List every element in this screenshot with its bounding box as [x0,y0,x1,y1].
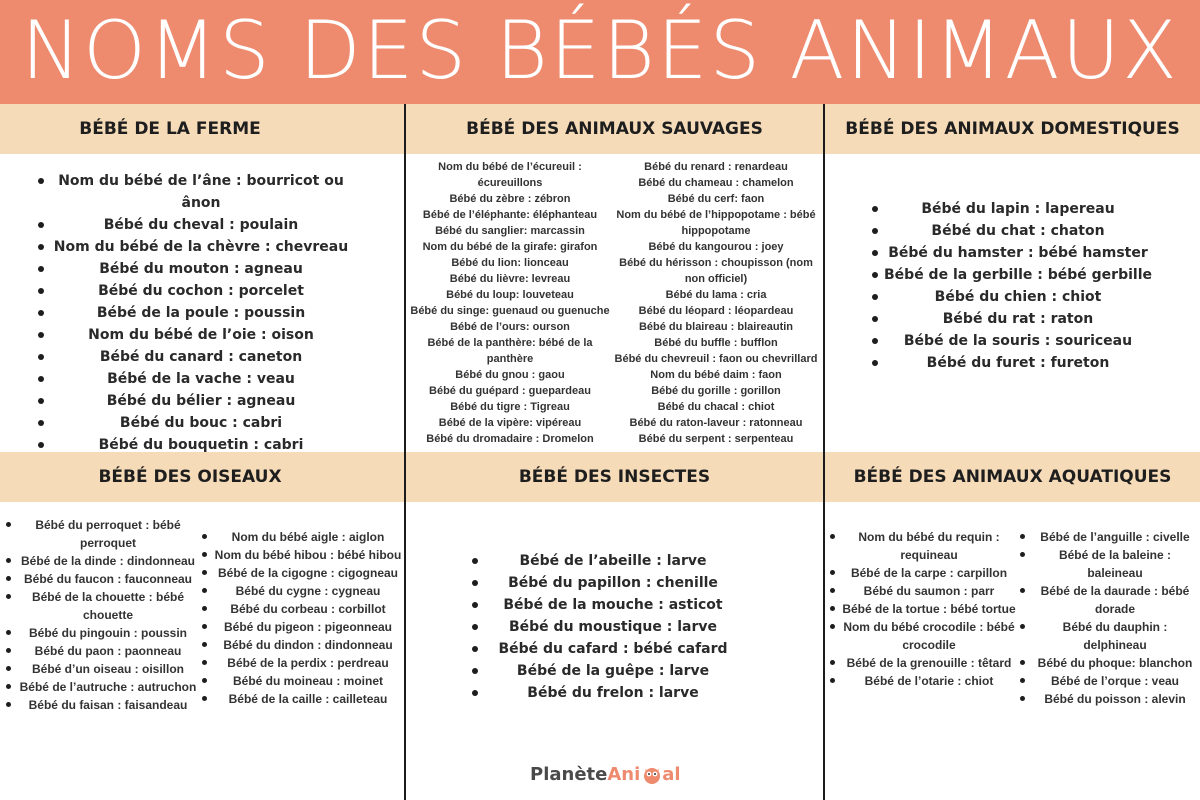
list-item: Bébé du poisson : alevin [1020,690,1200,708]
list-item: Bébé de la baleine : baleineau [1020,546,1200,582]
logo-text-part1: Planète [530,764,608,785]
page-title: NOMS DES BÉBÉS ANIMAUX [21,4,1179,97]
list-item: Bébé du serpent : serpenteau [638,433,794,445]
list-item: Bébé du gnou : gaou [455,369,565,381]
list-item: Bébé de l’orque : veau [1020,672,1200,690]
aquatic-list-right [1020,528,1200,708]
list-item: Bébé de la gerbille : bébé gerbille [868,264,1168,286]
list-item: Bébé du hamster : bébé hamster [868,242,1168,264]
list-item: Bébé du pingouin : poussin [6,624,200,642]
list-item: Bébé du faucon : fauconneau [6,570,200,588]
list-item: Bébé du sanglier: marcassin [435,225,585,237]
list-item: Bébé du renard : renardeau [644,161,788,173]
list-item: Bébé du saumon : parr [830,582,1018,600]
list-item: Nom du bébé hibou : bébé hibou [202,546,404,564]
list-item: Nom du bébé crocodile : bébé crocodile [830,618,1018,654]
logo-text-part2: Ani [607,764,641,785]
list-item: Bébé du dauphin : delphineau [1020,618,1200,654]
list-item: Bébé de la vipère: vipéreau [438,417,582,429]
section-heading-wild: BÉBÉ DES ANIMAUX SAUVAGES [466,119,763,139]
list-item: Bébé du perroquet : bébé perroquet [6,516,200,552]
list-item: Bébé du zèbre : zébron [449,193,571,205]
list-item: Nom du bébé de l’écureuil : écureuillons [438,161,582,189]
wild-list-right [610,159,822,447]
list-item: Nom du bébé aigle : aiglon [202,528,404,546]
birds-list-right [202,528,404,708]
list-item: Bébé de l’éléphante: éléphanteau [422,209,598,221]
list-item: Bébé du cheval : poulain [30,214,360,236]
list-item: Bébé du léopard : léopardeau [638,305,794,317]
list-item: Nom du bébé de la chèvre : chevreau [30,236,360,258]
list-item: Bébé du guépard : guepardeau [429,385,591,397]
list-item: Bébé du chien : chiot [868,286,1168,308]
list-item: Bébé du chevreuil : faon ou chevrillard [614,353,818,365]
list-item: Nom du bébé de l’oie : oison [30,324,360,346]
list-item: Bébé du canard : caneton [30,346,360,368]
section-heading-farm: BÉBÉ DE LA FERME [79,119,261,139]
list-item: Bébé de l’autruche : autruchon [6,678,200,696]
planete-animal-logo [530,764,681,794]
list-item: Nom du bébé de la girafe: girafon [422,241,598,253]
list-item: Bébé de la chouette : bébé chouette [6,588,200,624]
section-heading-aquatic: BÉBÉ DES ANIMAUX AQUATIQUES [853,467,1172,487]
list-item: Bébé d’un oiseau : oisillon [6,660,200,678]
insects-list [468,550,758,704]
list-item: Bébé du hérisson : choupisson (nom non officiel) [619,257,813,285]
farm-list [30,170,360,456]
list-item: Bébé du faisan : faisandeau [6,696,200,714]
list-item: Bébé de la panthère: bébé de la panthère [427,337,593,365]
owl-icon [642,765,662,785]
list-item: Bébé du moineau : moinet [202,672,404,690]
list-item: Bébé de la grenouille : têtard [830,654,1018,672]
list-item: Bébé du lama : cria [665,289,767,301]
wild-list-left [410,159,610,447]
list-item: Bébé du rat : raton [868,308,1168,330]
list-item: Bébé de la cigogne : cigogneau [202,564,404,582]
list-item: Bébé du papillon : chenille [468,572,758,594]
list-item: Nom du bébé daim : faon [650,369,782,381]
list-item: Bébé du chat : chaton [868,220,1168,242]
list-item: Bébé du phoque: blanchon [1020,654,1200,672]
list-item: Bébé du chacal : chiot [657,401,775,413]
list-item: Bébé du pigeon : pigeonneau [202,618,404,636]
title-banner [0,0,1200,104]
list-item: Bébé du cerf: faon [667,193,765,205]
logo-text-part3: al [662,764,681,785]
list-item: Bébé du cafard : bébé cafard [468,638,758,660]
list-item: Bébé de la daurade : bébé dorade [1020,582,1200,618]
aquatic-list-left [830,528,1018,690]
list-item: Bébé de la mouche : asticot [468,594,758,616]
list-item: Bébé du buffle : bufflon [654,337,778,349]
list-item: Bébé de la caille : cailleteau [202,690,404,708]
list-item: Bébé du tigre : Tigreau [450,401,570,413]
list-item: Bébé du singe: guenaud ou guenuche [410,305,610,317]
list-item: Bébé du moustique : larve [468,616,758,638]
list-item: Bébé de la guêpe : larve [468,660,758,682]
list-item: Bébé de l’ours: ourson [450,321,570,333]
list-item: Bébé de l’abeille : larve [468,550,758,572]
list-item: Nom du bébé du requin : requineau [830,528,1018,564]
list-item: Bébé de la vache : veau [30,368,360,390]
list-item: Bébé du corbeau : corbillot [202,600,404,618]
list-item: Bébé du cygne : cygneau [202,582,404,600]
list-item: Bébé du dindon : dindonneau [202,636,404,654]
list-item: Bébé du loup: louveteau [446,289,574,301]
list-item: Bébé du furet : fureton [868,352,1168,374]
list-item: Bébé de la dinde : dindonneau [6,552,200,570]
list-item: Bébé de la carpe : carpillon [830,564,1018,582]
list-item: Bébé de la tortue : bébé tortue [830,600,1018,618]
list-item: Bébé du dromadaire : Dromelon [426,433,594,445]
list-item: Nom du bébé de l’âne : bourricot ou ânon [30,170,360,214]
list-item: Bébé de l’anguille : civelle [1020,528,1200,546]
list-item: Nom du bébé de l’hippopotame : bébé hippopotame [616,209,816,237]
list-item: Bébé du gorille : gorillon [651,385,781,397]
section-heading-domestic: BÉBÉ DES ANIMAUX DOMESTIQUES [845,119,1180,139]
list-item: Bébé de l’otarie : chiot [830,672,1018,690]
section-heading-insects: BÉBÉ DES INSECTES [518,467,711,487]
list-item: Bébé du frelon : larve [468,682,758,704]
birds-list-left [6,516,200,714]
list-item: Bébé du bouquetin : cabri [30,434,360,456]
list-item: Bébé du lapin : lapereau [868,198,1168,220]
domestic-list [868,198,1168,374]
list-item: Bébé du kangourou : joey [648,241,784,253]
list-item: Bébé du lièvre: levreau [449,273,571,285]
list-item: Bébé du mouton : agneau [30,258,360,280]
list-item: Bébé du lion: lionceau [451,257,569,269]
list-item: Bébé de la poule : poussin [30,302,360,324]
list-item: Bébé du raton-laveur : ratonneau [629,417,803,429]
list-item: Bébé du blaireau : blaireautin [638,321,794,333]
list-item: Bébé du bélier : agneau [30,390,360,412]
list-item: Bébé du paon : paonneau [6,642,200,660]
list-item: Bébé de la souris : souriceau [868,330,1168,352]
list-item: Bébé du chameau : chamelon [638,177,794,189]
section-heading-birds: BÉBÉ DES OISEAUX [98,467,282,487]
list-item: Bébé du bouc : cabri [30,412,360,434]
list-item: Bébé de la perdix : perdreau [202,654,404,672]
list-item: Bébé du cochon : porcelet [30,280,360,302]
